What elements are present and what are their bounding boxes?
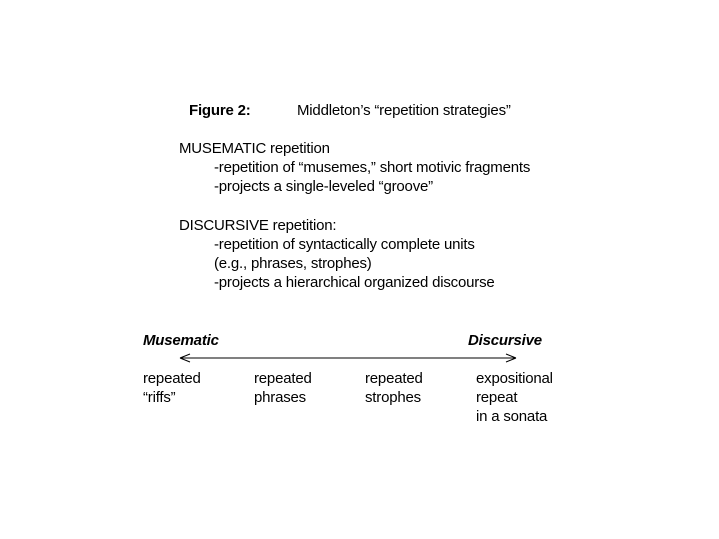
discursive-heading: DISCURSIVE repetition: [179,217,337,234]
scale-col-4-line-1: expositional [476,370,553,387]
scale-left-label: Musematic [143,332,219,349]
scale-col-4-line-3: in a sonata [476,408,548,425]
scale-col-2-line-2: phrases [254,389,306,406]
figure-title: Middleton’s “repetition strategies” [297,102,511,119]
discursive-item-2: (e.g., phrases, strophes) [214,255,372,272]
scale-col-1-line-1: repeated [143,370,201,387]
discursive-item-3: -projects a hierarchical organized discourse [214,274,495,291]
musematic-item-1: -repetition of “musemes,” short motivic fragments [214,159,531,176]
figure-label: Figure 2: [189,102,251,119]
double-arrow-icon [178,351,518,365]
musematic-item-2: -projects a single-leveled “groove” [214,178,433,195]
scale-col-3-line-2: strophes [365,389,421,406]
discursive-item-1: -repetition of syntactically complete units [214,236,475,253]
scale-right-label: Discursive [468,332,542,349]
scale-col-3-line-1: repeated [365,370,423,387]
scale-col-2-line-1: repeated [254,370,312,387]
scale-col-1-line-2: “riffs” [143,389,176,406]
scale-col-4-line-2: repeat [476,389,518,406]
musematic-heading: MUSEMATIC repetition [179,140,330,157]
